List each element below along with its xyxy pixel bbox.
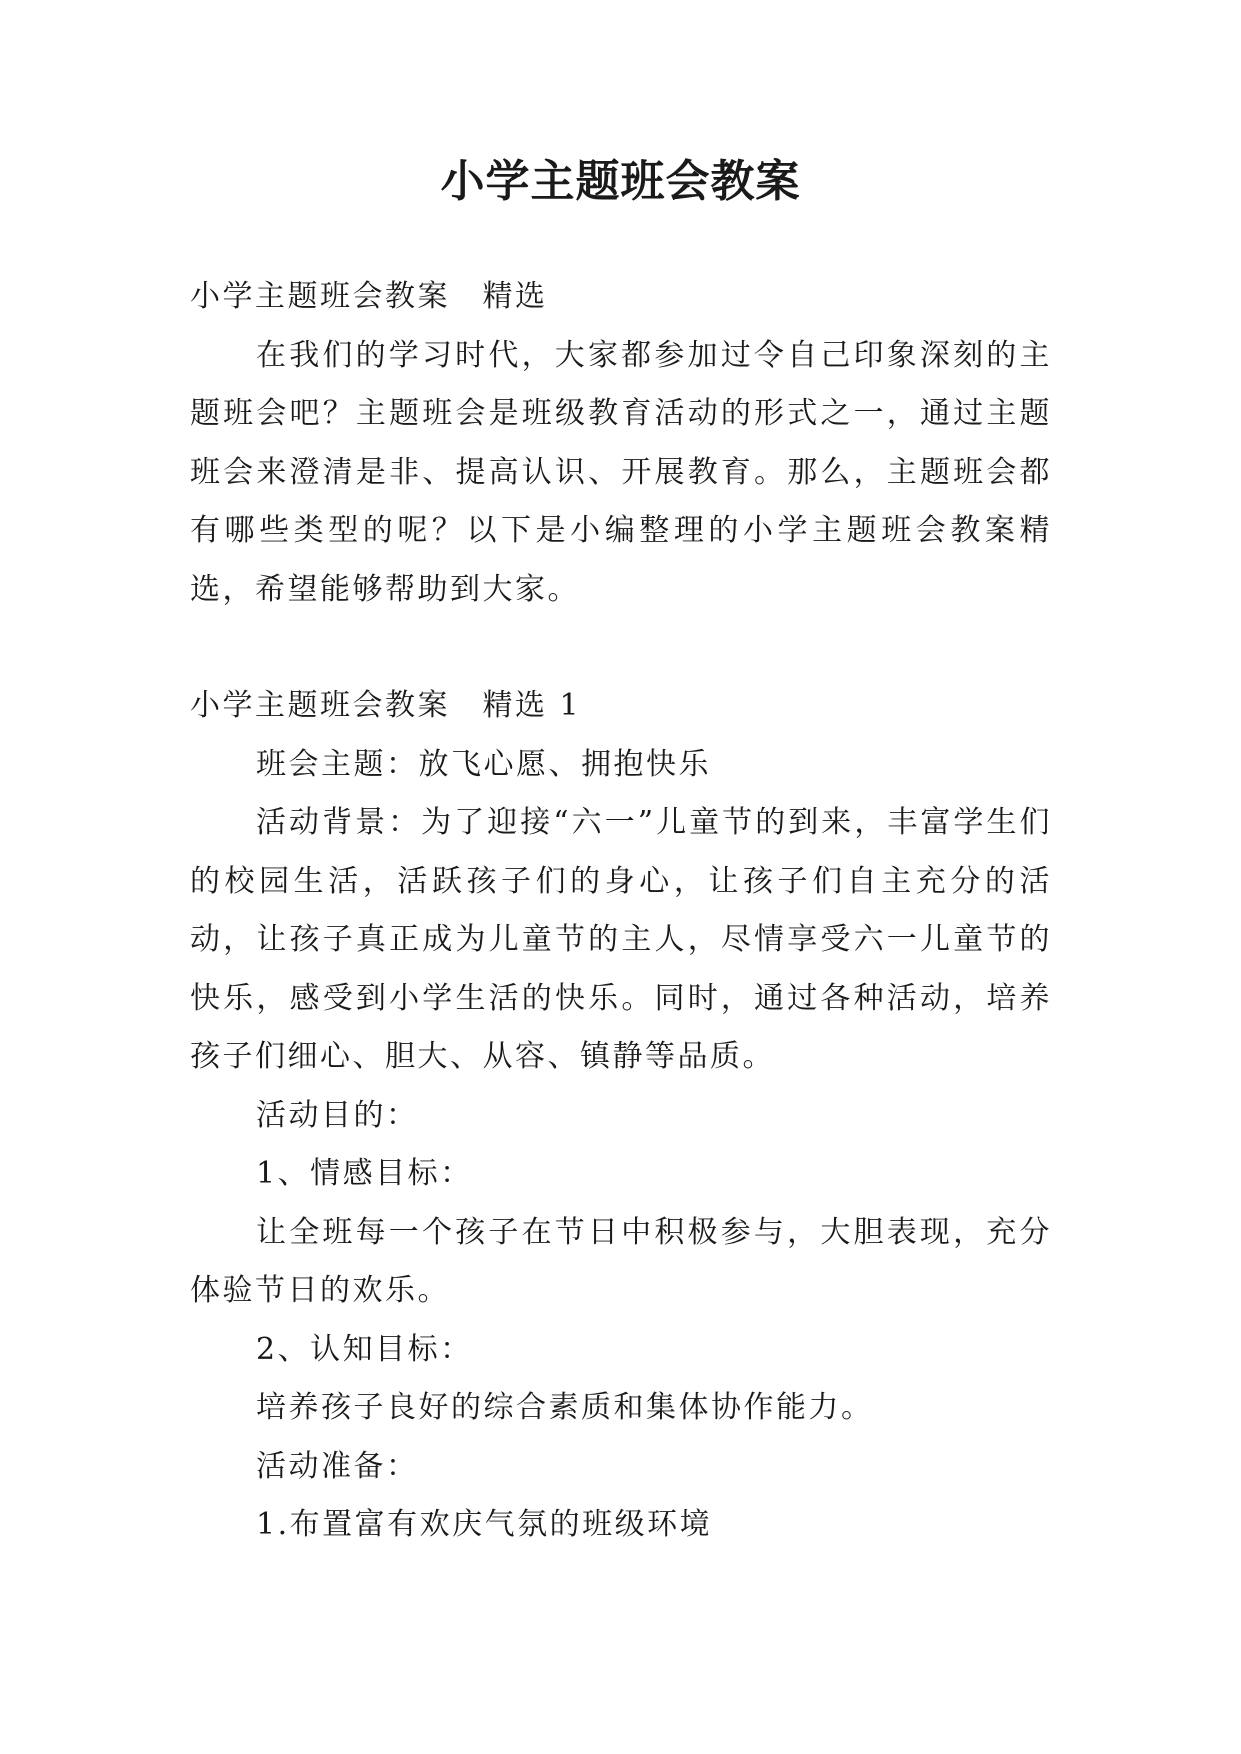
prep-item: 1.布置富有欢庆气氛的班级环境 [256, 1507, 713, 1542]
theme-line: 班会主题：放飞心愿、拥抱快乐 [256, 746, 711, 782]
document-body [190, 268, 1052, 1555]
background-paragraph: 活动背景：为了迎接“六一”儿童节的到来，丰富学生们的校园生活，活跃孩子们的身心，让孩子们自主充分的活动，让孩子真正成为儿童节的主人，尽情享受六一儿童节的快乐，感受到小学生活的快乐。同时，通过各种活动，培养孩子们细心、胆大、从容、镇静等品质。 [190, 805, 1052, 1074]
goal1-label: 1、情感目标： [256, 1156, 473, 1191]
goals-label: 活动目的： [256, 1097, 419, 1133]
intro-heading: 小学主题班会教案 精选 [190, 279, 548, 314]
goal1-text: 让全班每一个孩子在节日中积极参与，大胆表现，充分体验节日的欢乐。 [190, 1214, 1052, 1308]
prep-label: 活动准备： [256, 1448, 419, 1484]
goal2-label: 2、认知目标： [256, 1331, 473, 1367]
document-title: 小学主题班会教案 [440, 156, 801, 207]
goal2-text: 培养孩子良好的综合素质和集体协作能力。 [256, 1390, 874, 1425]
intro-paragraph: 在我们的学习时代，大家都参加过令自己印象深刻的主题班会吧？主题班会是班级教育活动的形式之一，通过主题班会来澄清是非、提高认识、开展教育。那么，主题班会都有哪些类型的呢？以下是小编整理的小学主题班会教案精选，希望能够帮助到大家。 [190, 337, 1052, 607]
section-heading: 小学主题班会教案 精选 1 [190, 688, 582, 723]
